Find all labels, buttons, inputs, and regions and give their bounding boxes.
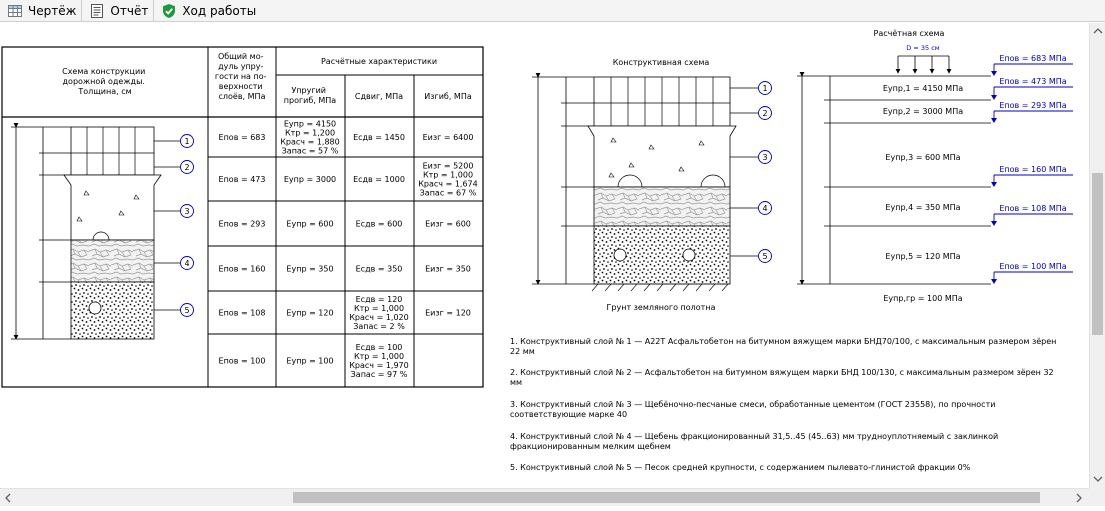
tab-drawing[interactable] <box>0 0 82 22</box>
horizontal-scroll-thumb[interactable] <box>293 492 1040 503</box>
scroll-left-arrow-icon[interactable] <box>6 494 10 502</box>
table-cell-bend: Eизг = 120 <box>425 308 471 318</box>
layer-number-2: 2 <box>184 163 190 172</box>
note-5: 5. Конструктивный слой № 5 — Песок средней крупности, с содержанием пылевато-глинистой фракции 0% <box>510 463 971 472</box>
calc-layer-5: Eупр,5 = 120 МПа <box>885 252 961 261</box>
horizontal-scrollbar[interactable] <box>0 488 1089 506</box>
calc-layer-1: Eупр,1 = 4150 МПа <box>882 84 964 93</box>
note-1: 1. Конструктивный слой № 1 — А22Т Асфальтобетон на битумном вяжущем марки БНД70/100, с максимальным размером зёрен 22 мм <box>510 337 1057 356</box>
horizontal-scrollbar-graphics <box>0 489 1089 507</box>
vertical-scrollbar[interactable] <box>1089 23 1105 488</box>
table-header-elastic: Упругий прогиб, МПа <box>283 86 337 105</box>
scheme-number-5: 5 <box>762 252 768 261</box>
table-section-drawing <box>11 127 194 339</box>
table-cell-shear: Eсдв = 1450 <box>353 133 405 142</box>
table-header-shear: Сдвиг, МПа <box>354 92 404 101</box>
table-header-scheme: Схема конструкции дорожной одежды. Толщина, см <box>62 67 146 96</box>
table-cell-elastic: Eупр = 4150 Ктр = 1,200 Красч = 1,880 Запас = 57 % <box>280 119 340 156</box>
table-cell-shear: Eсдв = 120 Ктр = 1,000 Красч = 1,020 Запас = 2 % <box>349 295 409 331</box>
tab-report[interactable] <box>82 0 154 22</box>
table-cell-elastic: Eупр = 600 <box>286 219 334 229</box>
table-cell-elastic: Eупр = 350 <box>286 264 334 274</box>
note-3: 3. Конструктивный слой № 3 — Щебёночно-песчаные смеси, обработанные цементом (ГОСТ 23558), по прочности соответствующие марке 40 <box>510 400 996 419</box>
tab-progress[interactable] <box>154 0 261 22</box>
load-diameter-label: D = 35 см <box>906 44 940 52</box>
table-cell-bend: Eизг = 600 <box>425 219 471 229</box>
constructive-title: Конструктивная схема <box>612 58 710 67</box>
scrollbar-corner <box>1089 488 1105 506</box>
surface-modulus-1: Eпов = 683 МПа <box>999 54 1067 63</box>
table-rows <box>219 120 478 380</box>
calc-layer-ground: Eупр,гр = 100 МПа <box>883 294 963 303</box>
drawing-canvas[interactable] <box>1 23 1089 488</box>
table-cell-shear: Eсдв = 1000 <box>353 175 405 184</box>
layer-number-1: 1 <box>184 137 190 146</box>
layer-number-5: 5 <box>184 306 190 315</box>
layer-notes <box>510 337 1059 472</box>
table-cell-bend: Eизг = 5200 Ктр = 1,000 Красч = 1,674 Запас = 67 % <box>418 161 478 198</box>
constructive-scheme <box>532 58 772 312</box>
table-cell-bend: Eизг = 350 <box>425 264 471 274</box>
table-header-bend: Изгиб, МПа <box>424 92 472 101</box>
surface-modulus-5: Eпов = 108 МПа <box>999 204 1067 213</box>
table-cell-modulus: Eпов = 683 <box>218 133 266 142</box>
grid-icon <box>7 3 23 19</box>
layer-number-4: 4 <box>184 259 190 268</box>
calculation-scheme <box>797 29 1073 303</box>
scroll-up-arrow-icon[interactable] <box>1094 29 1102 33</box>
surface-modulus-6: Eпов = 100 МПа <box>999 262 1067 271</box>
table-cell-bend: Eизг = 6400 <box>422 133 474 142</box>
table-cell-modulus: Eпов = 108 <box>218 308 266 318</box>
calc-layer-4: Eупр,4 = 350 МПа <box>885 203 961 212</box>
table-cell-shear: Eсдв = 600 <box>355 219 403 229</box>
scheme-number-2: 2 <box>762 109 768 118</box>
scroll-right-arrow-icon[interactable] <box>1077 494 1081 502</box>
surface-modulus-4: Eпов = 160 МПа <box>999 165 1067 174</box>
calc-title: Расчётная схема <box>873 29 945 38</box>
table-cell-elastic: Eупр = 3000 <box>283 175 337 184</box>
table-cell-shear: Eсдв = 350 <box>355 264 403 274</box>
document-icon <box>89 3 105 19</box>
shield-check-icon <box>161 3 177 19</box>
scheme-number-1: 1 <box>762 84 768 93</box>
scroll-down-arrow-icon[interactable] <box>1094 477 1102 481</box>
table-header-modulus: Общий мо- дуль упру- гости на по- верхности слоёв, МПа <box>214 52 267 101</box>
table-cell-elastic: Eупр = 100 <box>286 356 334 366</box>
calc-layer-3: Eупр,3 = 600 МПа <box>885 153 961 162</box>
table-header-group: Расчётные характеристики <box>320 57 438 66</box>
vertical-scroll-thumb[interactable] <box>1092 173 1103 335</box>
tab-progress-label: Ход работы <box>182 3 257 18</box>
note-4: 4. Конструктивный слой № 4 — Щебень фракционированный 31,5..45 (45..63) мм трудноуплотняемый с заклинкой фракционированным мелким щебнем <box>510 432 999 451</box>
ground-label: Грунт земляного полотна <box>606 303 716 312</box>
table-cell-shear: Eсдв = 100 Ктр = 1,000 Красч = 1,970 Запас = 97 % <box>349 343 409 379</box>
tab-bar <box>0 0 1105 22</box>
surface-modulus-2: Eпов = 473 МПа <box>999 77 1067 86</box>
tab-report-label: Отчёт <box>110 3 149 18</box>
table-cell-elastic: Eупр = 120 <box>286 308 334 318</box>
table-cell-modulus: Eпов = 160 <box>218 264 266 274</box>
calc-layer-2: Eупр,2 = 3000 МПа <box>882 107 964 116</box>
layer-number-3: 3 <box>184 207 190 216</box>
tab-drawing-label: Чертёж <box>28 3 77 18</box>
vertical-scrollbar-graphics <box>1090 23 1105 488</box>
table-cell-modulus: Eпов = 473 <box>218 175 266 184</box>
note-2: 2. Конструктивный слой № 2 — Асфальтобетон на битумном вяжущем марки БНД 100/130, с максимальным размером зёрен 32 мм <box>510 368 1054 387</box>
scheme-number-3: 3 <box>762 153 768 162</box>
table-cell-modulus: Eпов = 293 <box>218 219 266 229</box>
table-cell-modulus: Eпов = 100 <box>218 356 266 366</box>
surface-modulus-3: Eпов = 293 МПа <box>999 101 1067 110</box>
scheme-number-4: 4 <box>762 204 768 213</box>
